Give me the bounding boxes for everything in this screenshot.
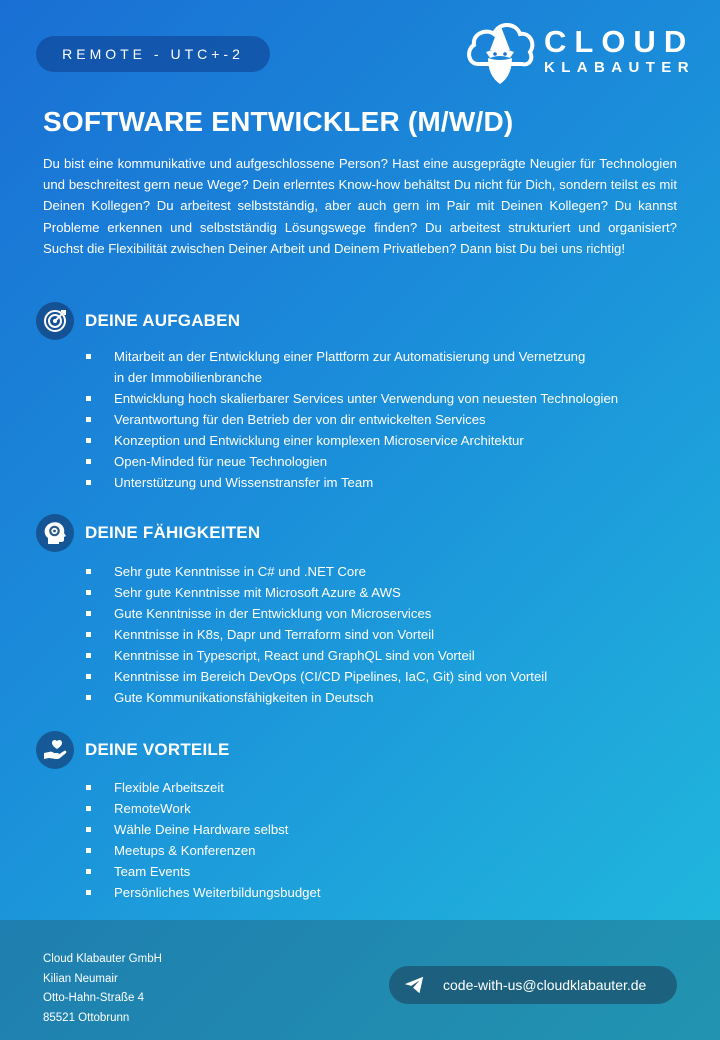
list-item: Persönliches Weiterbildungsbudget: [86, 882, 666, 903]
address-company: Cloud Klabauter GmbH: [43, 953, 162, 965]
list-item: Kenntnisse in Typescript, React und GraphQL sind von Vorteil: [86, 645, 666, 666]
logo-wordmark-klabauter: KLABAUTER: [544, 59, 695, 76]
section-title-faehigkeiten: DEINE FÄHIGKEITEN: [85, 523, 261, 542]
list-item: Gute Kommunikationsfähigkeiten in Deutsch: [86, 687, 666, 708]
list-item: Team Events: [86, 861, 666, 882]
address-street: Otto-Hahn-Straße 4: [43, 992, 144, 1005]
section-title-aufgaben: DEINE AUFGABEN: [85, 311, 241, 330]
list-item: Wähle Deine Hardware selbst: [86, 819, 666, 840]
company-address: [43, 950, 162, 1028]
head-gear-icon: [36, 514, 74, 552]
list-item: RemoteWork: [86, 798, 666, 819]
list-item: Mitarbeit an der Entwicklung einer Plattform zur Automatisierung und Vernetzung in der Immobilienbranche: [86, 346, 666, 388]
list-item: Sehr gute Kenntnisse mit Microsoft Azure & AWS: [86, 582, 666, 603]
job-title: SOFTWARE ENTWICKLER (M/W/D): [43, 106, 514, 137]
location-badge-text: REMOTE - UTC+-2: [62, 46, 244, 62]
address-city: 85521 Ottobrunn: [43, 1011, 130, 1024]
vorteile-list: [86, 777, 666, 903]
list-item: Kenntnisse in K8s, Dapr und Terraform sind von Vorteil: [86, 624, 666, 645]
section-header-aufgaben: [36, 301, 240, 341]
cloud-klabauter-logo-icon: [464, 14, 536, 86]
target-icon: [36, 302, 74, 340]
list-item: Entwicklung hoch skalierbarer Services unter Verwendung von neuesten Technologien: [86, 388, 666, 409]
list-item: Unterstützung und Wissenstransfer im Team: [86, 472, 666, 493]
email-link[interactable]: code-with-us@cloudklabauter.de: [443, 977, 647, 993]
footer: [0, 920, 720, 1040]
section-header-faehigkeiten: [36, 513, 260, 553]
faehigkeiten-list: [86, 561, 666, 708]
job-intro: Du bist eine kommunikative und aufgeschlossene Person? Hast eine ausgeprägte Neugier für Technologien und beschreitest gern neue Wege? Dein erlerntes Know-how behältst Du nicht für Dich, sondern teilst es mit Deinen Kollegen? Du arbeitest selbstständig, aber auch gern im Pair mit Deinen Kollegen? Du kannst Probleme erkennen und selbstständig Lösungswege finden? Du arbeitest strukturiert und organisiert? Suchst die Flexibilität zwischen Deiner Arbeit und Deinem Privatleben? Dann bist Du bei uns richtig!: [43, 156, 677, 256]
list-item: Meetups & Konferenzen: [86, 840, 666, 861]
location-badge: [36, 36, 270, 72]
list-item: Flexible Arbeitszeit: [86, 777, 666, 798]
list-item: Sehr gute Kenntnisse in C# und .NET Core: [86, 561, 666, 582]
email-contact-button[interactable]: [389, 966, 677, 1004]
list-item: Kenntnisse im Bereich DevOps (CI/CD Pipelines, IaC, Git) sind von Vorteil: [86, 666, 666, 687]
section-header-vorteile: [36, 730, 230, 770]
list-item: Konzeption und Entwicklung einer komplexen Microservice Architektur: [86, 430, 666, 451]
address-person: Kilian Neumair: [43, 972, 118, 985]
list-item: Gute Kenntnisse in der Entwicklung von Microservices: [86, 603, 666, 624]
company-logo: [464, 14, 704, 86]
list-item: Open-Minded für neue Technologien: [86, 451, 666, 472]
logo-wordmark-cloud: CLOUD: [544, 24, 695, 59]
send-icon: [403, 974, 425, 996]
heart-hand-icon: [36, 731, 74, 769]
aufgaben-list: [86, 346, 666, 493]
list-item: Verantwortung für den Betrieb der von dir entwickelten Services: [86, 409, 666, 430]
section-title-vorteile: DEINE VORTEILE: [85, 740, 230, 759]
